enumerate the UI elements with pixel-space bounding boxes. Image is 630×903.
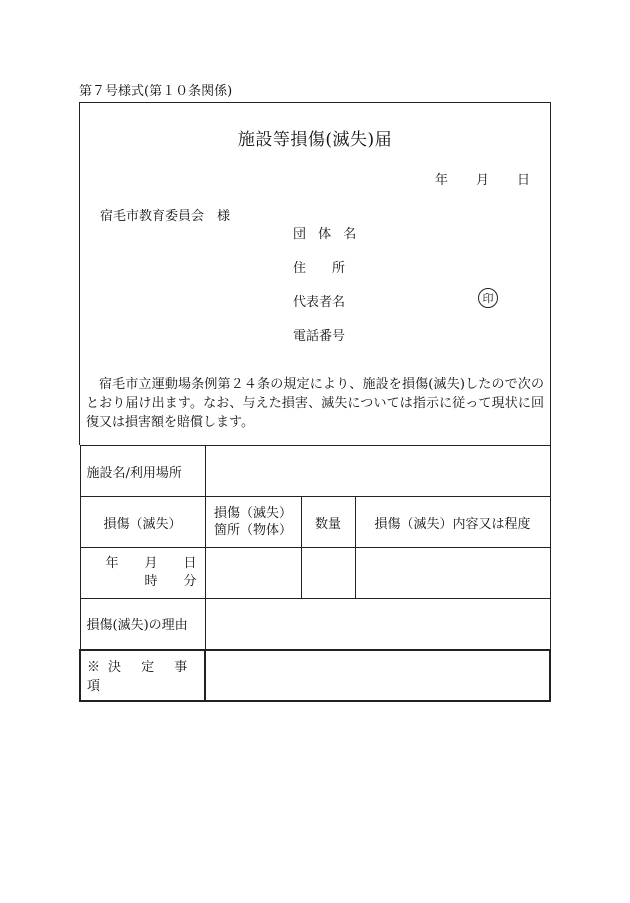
facility-row [80,446,550,497]
location-label-line2: 箇所（物体） [213,523,292,538]
declaration-text: 宿毛市立運動場条例第２４条の規定により、施設を損傷(滅失)したので次のとおり届け出ます。なお、与えた損害、滅失については指示に従って現状に回復又は損害額を賠償します。 [86,377,544,430]
form-header-frame [79,102,551,445]
date-year-label: 年 [434,173,448,188]
reason-label: 損傷(滅失)の理由 [80,599,205,650]
header-row [80,497,550,548]
form-number: 第７号様式(第１０条関係) [79,84,233,99]
date-month-label: 月 [475,173,489,188]
group-name-label: 団 体 名 [293,227,361,242]
quantity-value-cell[interactable] [301,548,355,599]
reason-row [80,599,550,650]
address-label-b: 所 [332,261,346,276]
quantity-label: 数量 [301,497,355,548]
dt-month-label: 月 [144,556,158,571]
addressee: 宿毛市教育委員会 様 [100,209,231,224]
address-label [293,257,345,276]
location-label [205,497,301,548]
damage-report-table [79,445,551,702]
decision-value-cell[interactable] [205,650,550,701]
phone-label: 電話番号 [293,329,346,344]
dt-minute-label: 分 [183,574,197,589]
content-label: 損傷（滅失）内容又は程度 [355,497,550,548]
facility-label: 施設名/利用場所 [80,446,205,497]
location-value-cell[interactable] [205,548,301,599]
seal-mark: 印 [478,288,498,308]
representative-label: 代表者名 [293,295,346,310]
dt-hour-label: 時 [144,574,158,589]
submission-date [435,169,530,188]
damage-label: 損傷（滅失） [80,497,205,548]
location-label-line1: 損傷（滅失） [213,506,292,521]
date-day-label: 日 [516,173,530,188]
datetime-row [80,548,550,599]
decision-label: ※決 定 事 項 [80,650,205,701]
address-label-a: 住 [293,261,307,276]
form-title: 施設等損傷(滅失)届 [237,130,393,150]
content-value-cell[interactable] [355,548,550,599]
dt-day-label: 日 [183,556,197,571]
facility-value-cell[interactable] [205,446,550,497]
decision-row [80,650,550,701]
dt-year-label: 年 [105,556,119,571]
reason-value-cell[interactable] [205,599,550,650]
datetime-cell[interactable] [80,548,205,599]
